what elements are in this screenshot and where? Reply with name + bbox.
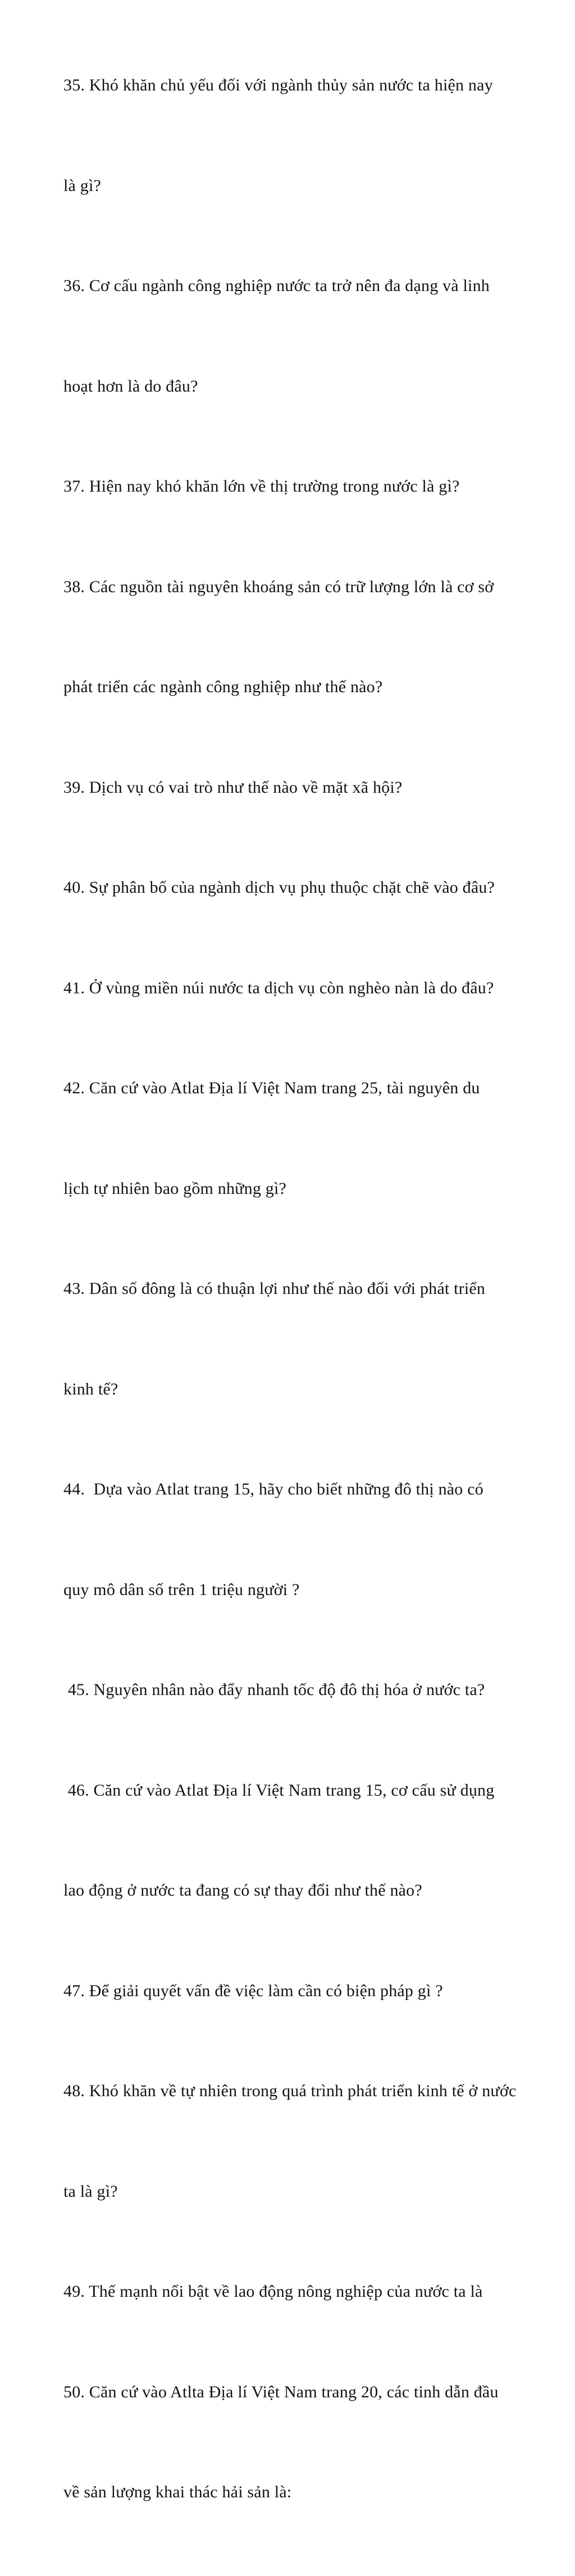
text-line: 36. Cơ cấu ngành công nghiệp nước ta trở nên đa dạng và linh [63,276,490,295]
text-line: 39. Dịch vụ có vai trò như thế nào về mặt xã hội? [63,778,403,797]
text-line: hoạt hơn là do đâu? [63,376,198,396]
text-line: 42. Căn cứ vào Atlat Địa lí Việt Nam trang 25, tài nguyên du [63,1079,480,1097]
question-list [63,2,519,2576]
text-line: 44. Dựa vào Atlat trang 15, hãy cho biết những đô thị nào có [63,1480,483,1498]
text-line: 35. Khó khăn chủ yếu đối với ngành thủy sản nước ta hiện nay [63,76,493,94]
text-line: 47. Để giải quyết vấn đề việc làm cần có biện pháp gì ? [63,1981,443,2000]
text-line: 41. Ở vùng miền núi nước ta dịch vụ còn nghèo nàn là do đâu? [63,978,494,997]
text-line: lịch tự nhiên bao gồm những gì? [63,1179,286,1198]
text-line: 46. Căn cứ vào Atlat Địa lí Việt Nam trang 15, cơ cấu sử dụng [63,1780,495,1800]
text-line: 38. Các nguồn tài nguyên khoáng sản có trữ lượng lớn là cơ sở [63,577,494,596]
text-line: về sản lượng khai thác hải sản là: [63,2483,292,2501]
text-line: kinh tế? [63,1379,118,1398]
text-line: 37. Hiện nay khó khăn lớn về thị trường trong nước là gì? [63,477,460,496]
text-line: 40. Sự phân bố của ngành dịch vụ phụ thuộc chặt chẽ vào đâu? [63,878,495,897]
text-line: 48. Khó khăn về tự nhiên trong quá trình phát triển kinh tế ở nước [63,2082,517,2100]
text-line: ta là gì? [63,2182,118,2201]
text-line: quy mô dân số trên 1 triệu người ? [63,1580,300,1599]
text-line: 49. Thế mạnh nổi bật về lao động nông nghiệp của nước ta là [63,2282,483,2301]
text-line: 43. Dân số đông là có thuận lợi như thế nào đối với phát triển [63,1279,486,1298]
text-line: 45. Nguyên nhân nào đẩy nhanh tốc độ đô thị hóa ở nước ta? [63,1680,485,1699]
text-line: là gì? [63,176,102,195]
text-line: lao động ở nước ta đang có sự thay đổi như thế nào? [63,1881,422,1900]
text-line: phát triển các ngành công nghiệp như thế nào? [63,678,383,696]
text-line: 50. Căn cứ vào Atlta Địa lí Việt Nam trang 20, các tinh dẫn đầu [63,2382,499,2401]
